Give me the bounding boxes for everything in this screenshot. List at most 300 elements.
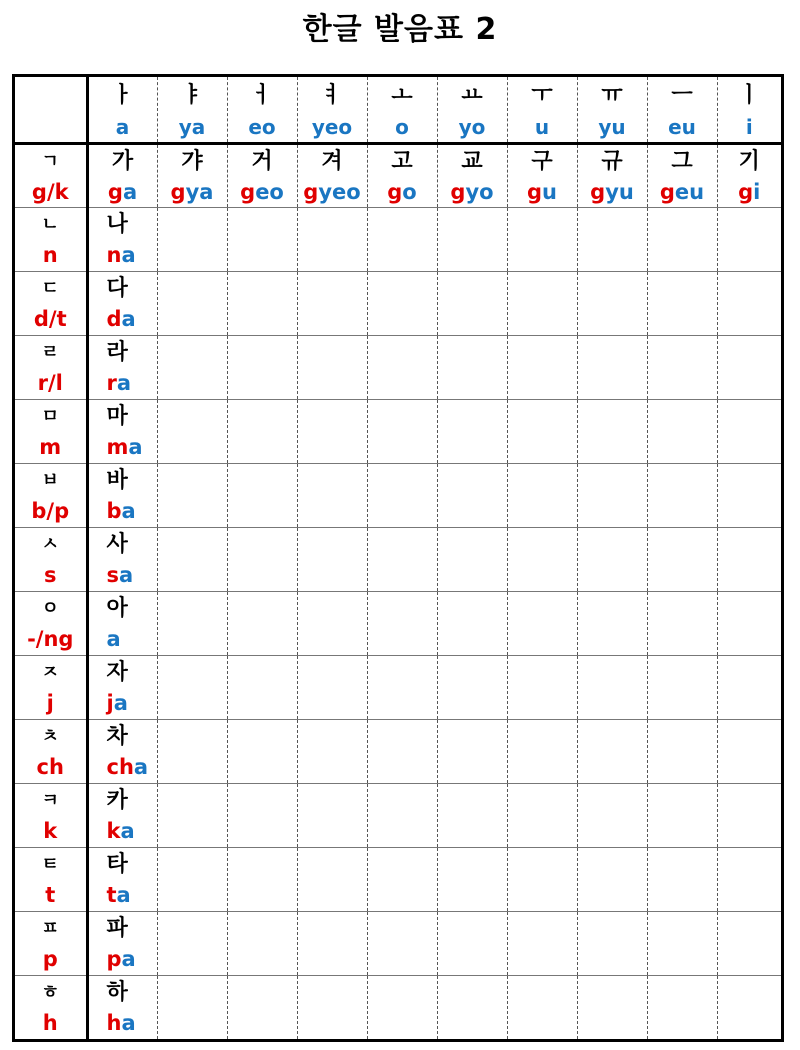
empty-cell [157,335,227,399]
consonant-romanization: m [39,435,62,459]
vowel-header-cell [647,77,717,143]
empty-cell [507,527,577,591]
vowel-header-cell [297,77,367,143]
empty-cell [157,911,227,975]
syllable-char: 자 [106,660,128,685]
consonant-cell [15,655,87,719]
syllable-romanization [158,178,227,206]
syllable-char: 라 [106,340,128,365]
empty-cell [717,591,781,655]
corner-cell [15,77,87,143]
syllable-vowel-part: a [128,435,143,459]
empty-cell [647,527,717,591]
empty-cell [227,975,297,1039]
syllable-vowel-part: a [119,563,134,587]
consonant-row [15,783,781,847]
syllable-vowel-part: yu [605,179,634,204]
syllable-vowel-part: a [120,819,135,843]
empty-cell [717,527,781,591]
syllable-consonant-part: j [106,691,114,715]
empty-cell [297,719,367,783]
syllable-consonant-part: p [106,947,122,971]
consonant-cell [15,783,87,847]
syllable-consonant-part: g [659,179,675,204]
empty-cell [437,783,507,847]
empty-cell [297,655,367,719]
syllable-romanization [718,178,782,206]
consonant-row [15,463,781,527]
syllable-cell [87,335,157,399]
empty-cell [367,271,437,335]
empty-cell [367,975,437,1039]
empty-cell [577,335,647,399]
empty-cell [647,975,717,1039]
empty-cell [227,911,297,975]
empty-cell [367,399,437,463]
vowel-char: ㅡ [671,83,693,109]
syllable-cell [717,143,781,207]
empty-cell [717,847,781,911]
consonant-cell [15,399,87,463]
syllable-vowel-part: yeo [318,179,361,204]
syllable-char: 교 [461,148,483,174]
consonant-jamo: ㅋ [41,790,59,811]
syllable-vowel-part: ya [185,179,214,204]
syllable-vowel-part: a [133,755,149,779]
empty-cell [297,335,367,399]
empty-cell [227,783,297,847]
syllable-romanization [107,369,157,397]
consonant-row [15,655,781,719]
empty-cell [157,591,227,655]
consonant-row [15,335,781,399]
pronunciation-chart [12,74,784,1042]
vowel-romanization: eo [248,115,276,140]
vowel-header-cell [227,77,297,143]
syllable-vowel-part: a [121,499,136,523]
consonant-romanization: k [43,819,58,843]
consonant-cell [15,527,87,591]
syllable-vowel-part: yo [465,179,494,204]
syllable-char: 차 [106,724,128,749]
syllable-consonant-part: s [106,563,119,587]
empty-cell [507,655,577,719]
syllable-cell [87,591,157,655]
empty-cell [437,847,507,911]
consonant-cell [15,847,87,911]
syllable-consonant-part: b [106,499,122,523]
syllable-consonant-part: g [387,179,403,204]
syllable-char: 마 [106,404,128,429]
syllable-vowel-part: a [122,179,138,204]
empty-cell [157,975,227,1039]
empty-cell [647,207,717,271]
syllable-cell [87,975,157,1039]
consonant-jamo: ㄴ [41,214,59,235]
empty-cell [507,399,577,463]
syllable-romanization [107,497,157,525]
empty-cell [577,847,647,911]
empty-cell [227,463,297,527]
syllable-char: 바 [106,468,128,493]
empty-cell [577,271,647,335]
syllable-romanization [228,178,297,206]
empty-cell [507,975,577,1039]
empty-cell [437,591,507,655]
syllable-romanization [508,178,577,206]
consonant-cell [15,143,87,207]
syllable-vowel-part: a [116,371,132,395]
consonant-jamo: ㅇ [41,598,59,619]
syllable-consonant-part: g [240,179,256,204]
syllable-vowel-part: u [542,179,557,204]
syllable-consonant-part: g [450,179,466,204]
syllable-char: 겨 [321,148,343,174]
empty-cell [297,847,367,911]
syllable-cell [87,271,157,335]
empty-cell [437,527,507,591]
syllable-char: 하 [106,980,128,1006]
empty-cell [507,719,577,783]
syllable-char: 사 [106,532,128,557]
consonant-romanization: g/k [31,179,69,204]
empty-cell [297,911,367,975]
empty-cell [717,783,781,847]
empty-cell [297,463,367,527]
syllable-romanization [107,305,157,333]
syllable-cell [87,911,157,975]
syllable-cell [87,655,157,719]
vowel-header-cell [87,77,157,143]
syllable-consonant-part: r [106,371,117,395]
syllable-cell [87,143,157,207]
empty-cell [227,655,297,719]
syllable-cell [87,207,157,271]
empty-cell [297,591,367,655]
syllable-cell [157,143,227,207]
syllable-vowel-part: a [106,627,121,651]
syllable-char: 기 [738,148,760,174]
empty-cell [367,783,437,847]
empty-cell [297,271,367,335]
syllable-char: 구 [531,148,553,174]
empty-cell [437,207,507,271]
syllable-consonant-part: g [738,179,754,204]
syllable-char: 타 [106,852,128,877]
syllable-vowel-part: o [402,179,417,204]
consonant-cell [15,719,87,783]
empty-cell [157,847,227,911]
vowel-header-cell [717,77,781,143]
empty-cell [367,527,437,591]
empty-cell [297,399,367,463]
empty-cell [507,271,577,335]
vowel-header-cell [367,77,437,143]
syllable-romanization [107,625,157,653]
empty-cell [647,911,717,975]
syllable-consonant-part: g [170,179,186,204]
empty-cell [647,655,717,719]
syllable-char: 아 [106,596,128,621]
syllable-romanization [107,1009,157,1037]
empty-cell [297,527,367,591]
empty-cell [577,783,647,847]
syllable-romanization [368,178,437,206]
consonant-jamo: ㅂ [41,470,59,491]
empty-cell [717,271,781,335]
empty-cell [367,591,437,655]
empty-cell [227,399,297,463]
empty-cell [507,207,577,271]
vowel-header-cell [157,77,227,143]
empty-cell [577,527,647,591]
syllable-romanization [298,178,367,206]
syllable-vowel-part: a [116,883,131,907]
syllable-cell [227,143,297,207]
consonant-romanization: p [42,947,58,971]
syllable-cell [647,143,717,207]
consonant-romanization: n [42,243,58,267]
empty-cell [157,783,227,847]
consonant-romanization: b/p [31,499,70,523]
empty-cell [717,463,781,527]
syllable-char: 나 [106,212,128,237]
consonant-romanization: -/ng [27,627,74,651]
consonant-jamo: ㄹ [41,342,59,363]
consonant-row [15,975,781,1039]
empty-cell [577,463,647,527]
vowel-romanization: u [534,115,550,140]
page-title: 한글 발음표 2 [302,12,498,47]
syllable-consonant-part: k [106,819,121,843]
empty-cell [507,783,577,847]
syllable-romanization [438,178,507,206]
empty-cell [367,655,437,719]
empty-cell [507,911,577,975]
syllable-romanization [107,881,157,909]
empty-cell [717,911,781,975]
syllable-consonant-part: ch [106,755,134,779]
consonant-romanization: t [45,883,56,907]
empty-cell [437,911,507,975]
syllable-char: 규 [601,148,623,174]
empty-cell [647,719,717,783]
vowel-char: ㅕ [321,83,343,109]
empty-cell [577,975,647,1039]
empty-cell [717,335,781,399]
empty-cell [577,911,647,975]
empty-cell [647,463,717,527]
empty-cell [437,719,507,783]
empty-cell [437,399,507,463]
consonant-row [15,271,781,335]
syllable-romanization [648,178,717,206]
syllable-consonant-part: d [106,307,122,331]
empty-cell [577,399,647,463]
consonant-cell [15,335,87,399]
empty-cell [437,463,507,527]
syllable-romanization [107,241,157,269]
syllable-char: 가 [111,148,134,174]
syllable-consonant-part: t [106,883,117,907]
empty-cell [717,655,781,719]
empty-cell [157,399,227,463]
consonant-jamo: ㄷ [41,278,59,299]
vowel-romanization: i [745,115,753,140]
vowel-header-cell [577,77,647,143]
syllable-char: 카 [106,788,128,813]
consonant-row [15,591,781,655]
empty-cell [227,271,297,335]
consonant-romanization: r/l [37,371,63,395]
syllable-consonant-part: h [106,1011,122,1036]
empty-cell [647,847,717,911]
syllable-consonant-part: n [106,243,122,267]
empty-cell [507,847,577,911]
empty-cell [577,655,647,719]
consonant-jamo: ㅁ [41,406,59,427]
syllable-char: 갸 [181,148,203,174]
consonant-romanization: d/t [33,307,67,331]
vowel-char: ㅑ [181,83,203,109]
syllable-char: 고 [391,148,413,174]
syllable-vowel-part: a [113,691,128,715]
consonant-romanization: ch [36,755,64,779]
vowel-char: ㅛ [461,83,483,109]
syllable-romanization [578,178,647,206]
vowel-char: ㅠ [601,83,623,109]
empty-cell [227,335,297,399]
vowel-romanization: yu [598,115,626,140]
syllable-consonant-part: g [107,179,123,204]
empty-cell [717,207,781,271]
syllable-romanization [107,945,157,973]
vowel-romanization: yo [458,115,486,140]
syllable-cell [367,143,437,207]
empty-cell [507,335,577,399]
empty-cell [367,911,437,975]
empty-cell [367,335,437,399]
consonant-row [15,847,781,911]
vowel-romanization: a [115,115,130,140]
consonant-cell [15,911,87,975]
consonant-row [15,719,781,783]
syllable-consonant-part: m [106,435,129,459]
empty-cell [227,847,297,911]
consonant-cell [15,207,87,271]
syllable-consonant-part: g [303,179,319,204]
empty-cell [507,591,577,655]
syllable-romanization [107,433,157,461]
empty-cell [647,335,717,399]
empty-cell [227,719,297,783]
syllable-cell [87,783,157,847]
empty-cell [647,399,717,463]
syllable-cell [87,719,157,783]
consonant-jamo: ㅎ [41,982,59,1004]
syllable-romanization [107,689,157,717]
syllable-cell [87,399,157,463]
empty-cell [367,463,437,527]
consonant-jamo: ㅍ [41,918,59,939]
empty-cell [367,847,437,911]
empty-cell [227,591,297,655]
consonant-cell [15,975,87,1039]
syllable-cell [577,143,647,207]
consonant-romanization: j [46,691,54,715]
syllable-cell [87,527,157,591]
vowel-char: ㅗ [391,83,413,109]
consonant-row [15,143,781,207]
consonant-row [15,911,781,975]
syllable-consonant-part: g [590,179,606,204]
syllable-romanization [89,178,157,206]
empty-cell [157,463,227,527]
empty-cell [297,207,367,271]
syllable-romanization [107,753,157,781]
empty-cell [157,655,227,719]
empty-cell [227,207,297,271]
consonant-row [15,207,781,271]
empty-cell [157,271,227,335]
vowel-header-row [15,77,781,143]
empty-cell [717,399,781,463]
consonant-jamo: ㅌ [41,854,59,875]
empty-cell [647,783,717,847]
empty-cell [437,655,507,719]
empty-cell [577,719,647,783]
syllable-vowel-part: a [121,243,136,267]
syllable-vowel-part: a [121,307,136,331]
consonant-row [15,527,781,591]
empty-cell [647,591,717,655]
empty-cell [437,335,507,399]
syllable-romanization [107,561,157,589]
vowel-romanization: yeo [311,115,353,140]
vowel-romanization: ya [178,115,206,140]
consonant-cell [15,591,87,655]
syllable-vowel-part: i [753,179,761,204]
empty-cell [367,719,437,783]
consonant-jamo: ㄱ [41,150,59,172]
empty-cell [157,207,227,271]
empty-cell [157,527,227,591]
empty-cell [437,271,507,335]
empty-cell [367,207,437,271]
chart-table [15,77,781,1039]
empty-cell [647,271,717,335]
empty-cell [157,719,227,783]
vowel-char: ㅓ [251,83,273,109]
consonant-cell [15,463,87,527]
consonant-cell [15,271,87,335]
syllable-consonant-part: g [527,179,543,204]
syllable-vowel-part: eo [255,179,284,204]
syllable-vowel-part: a [121,947,136,971]
vowel-romanization: o [395,115,409,140]
consonant-row [15,399,781,463]
empty-cell [717,975,781,1039]
empty-cell [577,591,647,655]
syllable-cell [437,143,507,207]
syllable-romanization [107,817,157,845]
vowel-char: ㅜ [531,83,553,109]
consonant-romanization: s [44,563,57,587]
syllable-char: 다 [106,276,128,301]
syllable-cell [297,143,367,207]
syllable-char: 거 [251,148,273,174]
vowel-header-cell [507,77,577,143]
